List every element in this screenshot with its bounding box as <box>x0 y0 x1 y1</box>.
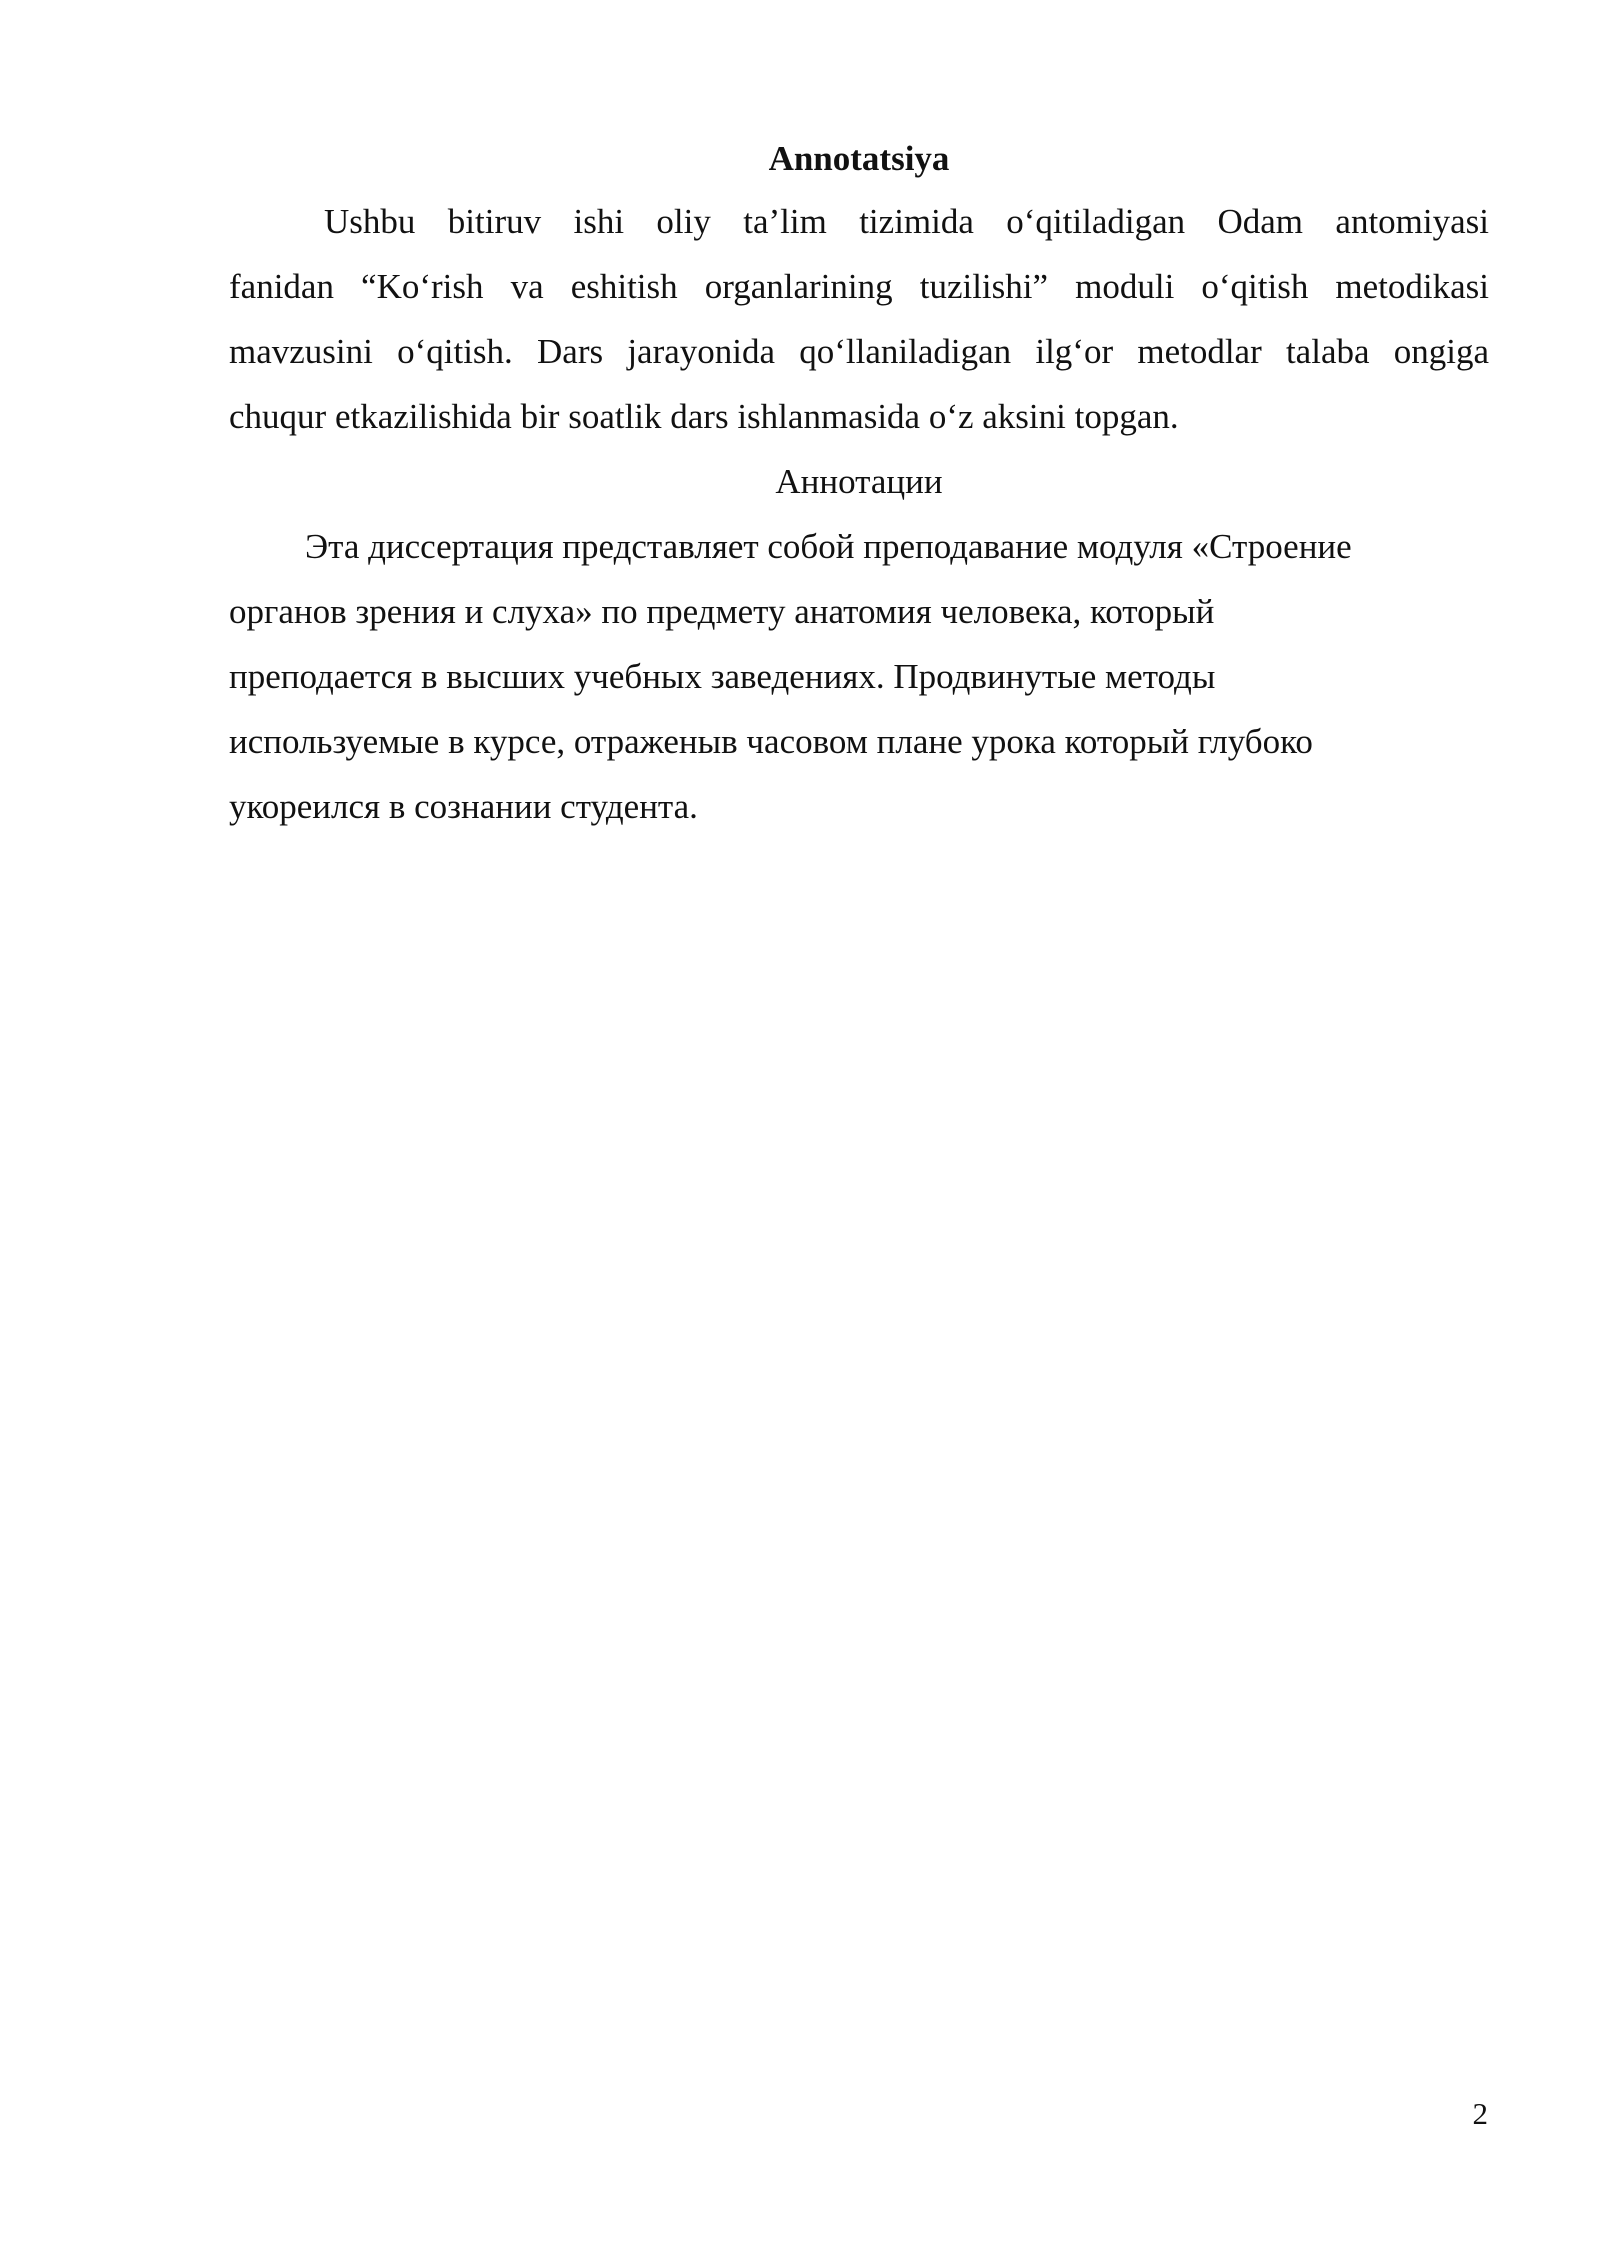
annotation-ru-title: Аннотации <box>775 462 943 501</box>
paragraph-line: укореился в сознании студента. <box>229 787 698 826</box>
paragraph-line: fanidan “Ko‘rish va eshitish organlarining tuzilishi” moduli o‘qitish metodikasi <box>229 267 1489 306</box>
paragraph-line: используемые в курсе, отраженыв часовом плане урока который глубоко <box>229 722 1313 761</box>
annotation-uz-paragraph <box>229 189 1489 449</box>
annotation-uz-title: Annotatsiya <box>768 139 950 178</box>
paragraph-line: chuqur etkazilishida bir soatlik dars ishlanmasida o‘z aksini topgan. <box>229 397 1179 436</box>
annotation-ru-paragraph <box>229 514 1489 839</box>
paragraph-line: mavzusini o‘qitish. Dars jarayonida qo‘llaniladigan ilg‘or metodlar talaba ongiga <box>229 332 1489 371</box>
paragraph-line: преподается в высших учебных заведениях. Продвинутые методы <box>229 657 1216 696</box>
page-number: 2 <box>1472 2096 1488 2131</box>
paragraph-line: органов зрения и слуха» по предмету анатомия человека, который <box>229 592 1215 631</box>
paragraph-line: Ushbu bitiruv ishi oliy ta’lim tizimida o‘qitiladigan Odam antomiyasi <box>324 202 1489 241</box>
paragraph-line: Эта диссертация представляет собой преподавание модуля «Строение <box>305 527 1352 566</box>
